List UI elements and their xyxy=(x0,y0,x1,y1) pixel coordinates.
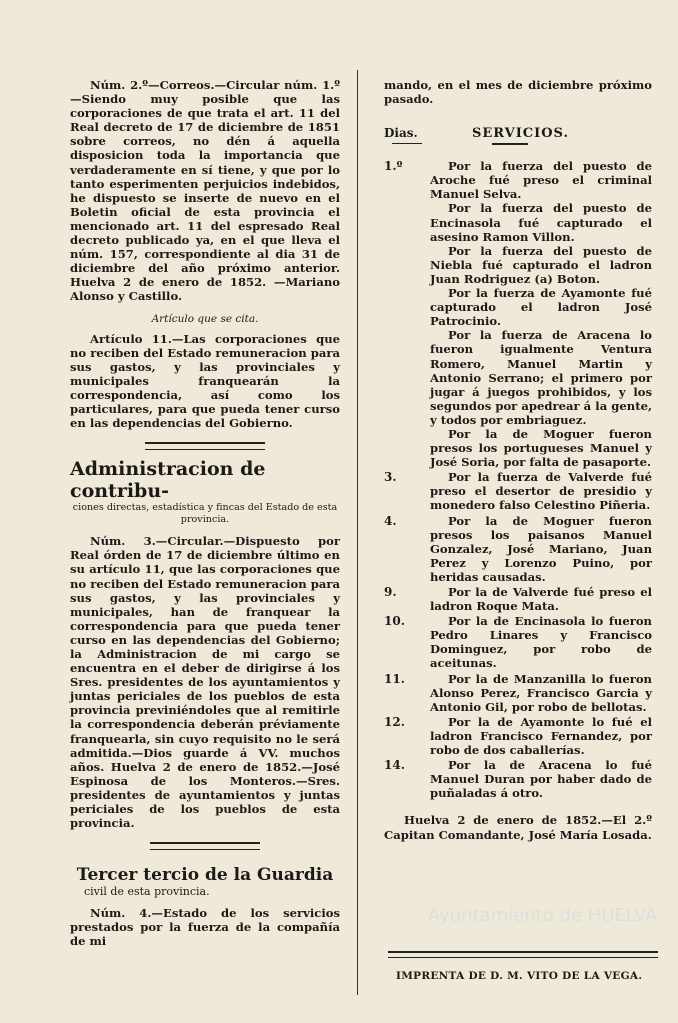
service-day: 4. xyxy=(384,513,397,528)
service-paragraph: Por la fuerza del puesto de Aroche fué preso el criminal Manuel Selva. xyxy=(430,159,652,202)
closing-signature: Huelva 2 de enero de 1852.—El 2.º Capitan Comandante, José María Losada. xyxy=(384,813,652,842)
service-entry xyxy=(384,470,652,512)
service-entry xyxy=(384,514,652,584)
service-entry xyxy=(384,672,652,714)
dias-label: Dias. xyxy=(384,126,418,141)
service-paragraph: Por la de Aracena lo fué Manuel Duran por haber dado de puñaladas á otro. xyxy=(430,758,652,801)
estado-servicios: Núm. 4.—Estado de los servicios prestados por la fuerza de la compañía de mi xyxy=(70,906,340,949)
service-day: 12. xyxy=(384,714,405,729)
service-paragraph: Por la de Moguer fueron presos los paisanos Manuel Gonzalez, José Mariano, Juan Perez y Lorenzo Puino, por heridas causadas. xyxy=(430,513,652,584)
service-entry xyxy=(384,159,652,469)
continuation-text: mando, en el mes de diciembre próximo pasado. xyxy=(384,78,652,107)
correos-circular: Núm. 2.º—Correos.—Circular núm. 1.º—Siendo muy posible que las corporaciones de que trata el art. 11 del Real decreto de 17 de diciembre de 1851 sobre correos, no dén á aquella disposicion toda la importancia que verdaderamente en sí tiene, y que por lo tanto esperimenten perjuicios indebidos, he dispuesto se inserte de nuevo en el Boletin oficial de esta provincia el mencionado art. 11 del espresado Real decreto publicado ya, en el que lleva el núm. 157, correspondiente al dia 31 de diciembre del año próximo anterior. Huelva 2 de enero de 1852. —Mariano Alonso y Castillo. xyxy=(70,78,340,304)
service-text xyxy=(430,758,652,800)
service-text xyxy=(430,715,652,757)
watermark: Ayuntamiento de HUELVA xyxy=(428,905,658,926)
service-text xyxy=(430,672,652,714)
articulo-label: Artículo que se cita. xyxy=(151,312,259,325)
servicios-label: SERVICIOS. xyxy=(472,126,570,142)
service-day: 1.º xyxy=(384,159,403,174)
column-divider xyxy=(357,70,358,995)
service-entry xyxy=(384,715,652,757)
imprint-rule xyxy=(388,951,658,958)
service-day: 11. xyxy=(384,671,405,686)
service-text xyxy=(430,159,652,469)
service-entry xyxy=(384,758,652,800)
section-rule xyxy=(145,442,265,450)
service-paragraph: Por la fuerza de Valverde fué preso el desertor de presidio y monedero falso Celestino Piñeria. xyxy=(430,470,652,513)
service-day: 10. xyxy=(384,614,405,629)
service-day: 9. xyxy=(384,585,397,599)
service-day: 3. xyxy=(384,470,397,485)
circular-3: Núm. 3.—Circular.—Dispuesto por Real órden de 17 de diciembre último en su artículo 11, que las corporaciones que no reciben del Estado remuneracion para sus gastos, y las provinciales y municipales, han de franquear la correspondencia para que pueda tener curso en las dependencias del Gobierno; la Administracion de mi cargo se encuentra en el deber de dirigirse á los Sres. presidentes de los ayuntamientos y juntas periciales de los pueblos de esta provincia previniéndoles que al remitirle la correspondencia deberán préviamente franquearla, sin cuyo requisito no le será admitida.—Dios guarde á VV. muchos años. Huelva 2 de enero de 1852.—José Espinosa de los Monteros.—Sres. presidentes de ayuntamientos y juntas periciales de los pueblos de esta provincia. xyxy=(70,534,340,831)
service-paragraph: Por la fuerza del puesto de Encinasola fué capturado el asesino Ramon Villon. xyxy=(430,201,652,244)
service-paragraph: Por la fuerza de Ayamonte fué capturado el ladron José Patrocinio. xyxy=(430,286,652,329)
administracion-title: Administracion de contribu- xyxy=(70,458,266,503)
section-rule-2 xyxy=(150,842,260,850)
service-day: 14. xyxy=(384,758,405,773)
service-paragraph: Por la de Manzanilla lo fueron Alonso Perez, Francisco Garcia y Antonio Gil, por robo de bellotas. xyxy=(430,671,652,714)
service-paragraph: Por la fuerza de Aracena lo fueron igualmente Ventura Romero, Manuel Martin y Antonio Serrano; el primero por jugar á juegos prohibidos, y los segundos por apedrear á la gente, y todos por embriaguez. xyxy=(430,328,652,427)
service-paragraph: Por la de Ayamonte lo fué el ladron Francisco Fernandez, por robo de dos caballerías. xyxy=(430,714,652,758)
services-list xyxy=(384,159,652,800)
service-paragraph: Por la de Valverde fué preso el ladron Roque Mata. xyxy=(430,585,652,614)
service-paragraph: Por la fuerza del puesto de Niebla fué capturado el ladron Juan Rodriguez (a) Boton. xyxy=(430,243,652,286)
service-entry xyxy=(384,614,652,670)
imprint: IMPRENTA DE D. M. VITO DE LA VEGA. xyxy=(396,970,643,982)
service-paragraph: Por la de Moguer fueron presos los portugueses Manuel y José Soria, por falta de pasaporte. xyxy=(430,426,652,470)
service-entry xyxy=(384,585,652,613)
service-text xyxy=(430,470,652,512)
services-header xyxy=(384,126,652,141)
articulo-11: Artículo 11.—Las corporaciones que no reciben del Estado remuneracion para sus gastos, y las provinciales y municipales franquearán la correspondencia, así como los particulares, para que pueda tener curso en las dependencias del Gobierno. xyxy=(70,331,340,431)
administracion-subtitle: ciones directas, estadística y fincas del Estado de esta provincia. xyxy=(72,502,338,526)
guardia-subtitle: civil de esta provincia. xyxy=(84,885,210,899)
guardia-title: Tercer tercio de la Guardia xyxy=(76,865,334,886)
service-text xyxy=(430,514,652,584)
left-column xyxy=(70,0,340,949)
service-text xyxy=(430,585,652,613)
service-paragraph: Por la de Encinasola lo fueron Pedro Linares y Francisco Dominguez, por robo de aceitunas. xyxy=(430,614,652,671)
right-column xyxy=(384,0,652,842)
service-text xyxy=(430,614,652,670)
